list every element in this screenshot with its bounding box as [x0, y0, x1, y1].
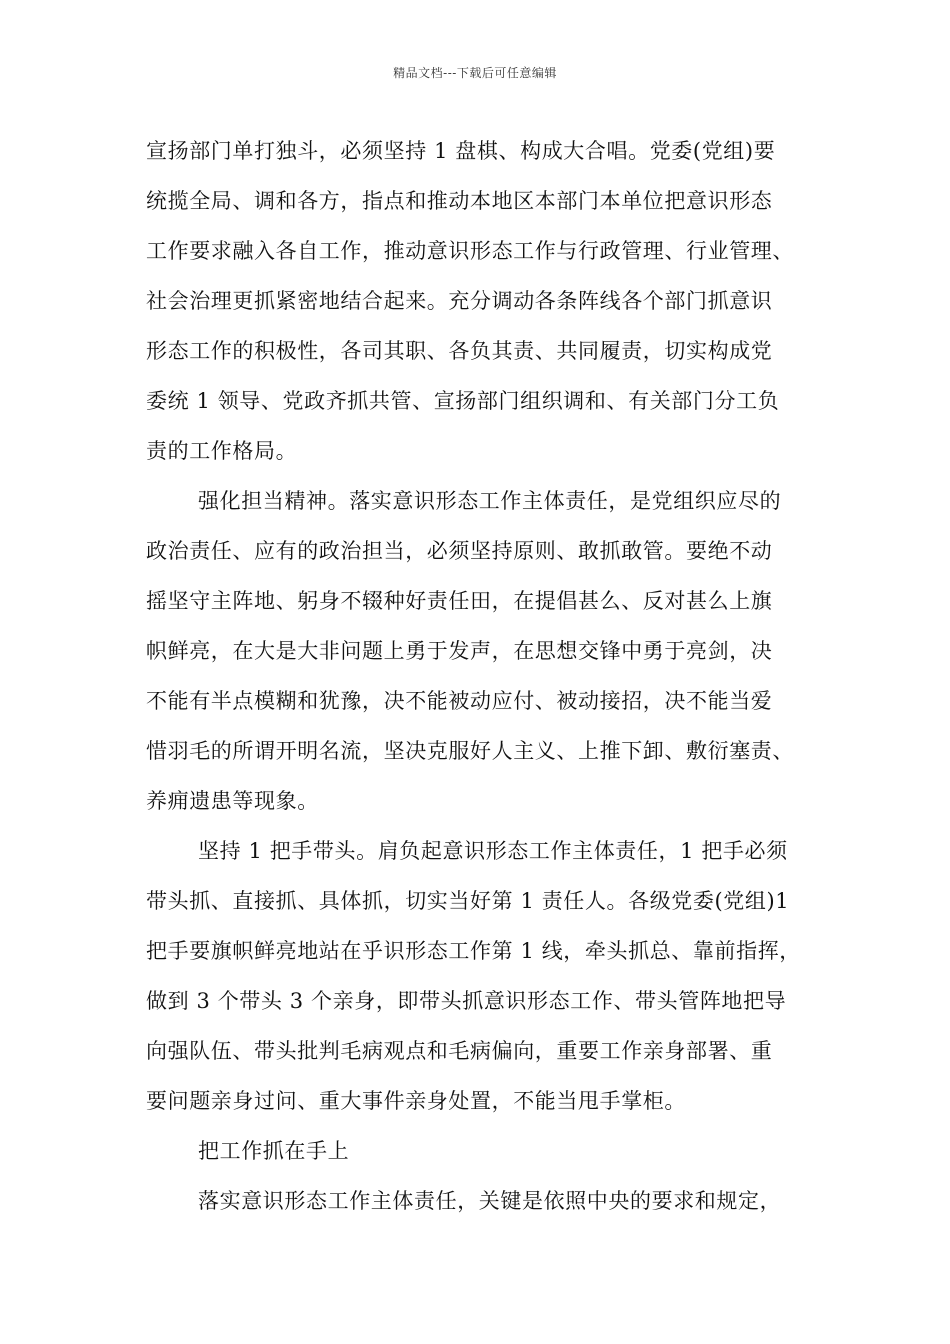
text-line: 政治责任、应有的政治担当，必须坚持原则、敢抓敢管。要绝不动 [146, 539, 773, 563]
paragraph [146, 130, 836, 480]
text-line: 帜鲜亮，在大是大非问题上勇于发声，在思想交锋中勇于亮剑，决 [146, 639, 773, 663]
section-heading-text: 把工作抓在手上 [198, 1139, 350, 1163]
section-heading [146, 1130, 836, 1180]
text-line: 带头抓、直接抓、具体抓，切实当好第 1 责任人。各级党委(党组)1 [146, 889, 790, 913]
text-line: 要问题亲身过问、重大事件亲身处置，不能当甩手掌柜。 [146, 1089, 686, 1113]
document-body [146, 130, 836, 1230]
text-line: 惜羽毛的所谓开明名流，坚决克服好人主义、上推下卸、敷衍塞责、 [146, 739, 794, 763]
text-line: 社会治理更抓紧密地结合起来。充分调动各条阵线各个部门抓意识 [146, 289, 773, 313]
text-line: 落实意识形态工作主体责任，关键是依照中央的要求和规定， [198, 1189, 782, 1213]
text-line: 统揽全局、调和各方，指点和推动本地区本部门本单位把意识形态 [146, 189, 773, 213]
text-line: 养痈遗患等现象。 [146, 789, 319, 813]
text-line: 把手要旗帜鲜亮地站在乎识形态工作第 1 线，牵头抓总、靠前指挥， [146, 939, 801, 963]
paragraph [146, 1180, 836, 1230]
text-line: 委统 1 领导、党政齐抓共管、宣扬部门组织调和、有关部门分工负 [146, 389, 780, 413]
paragraph [146, 830, 836, 1130]
text-line: 强化担当精神。落实意识形态工作主体责任，是党组织应尽的 [198, 489, 782, 513]
text-line: 责的工作格局。 [146, 439, 298, 463]
text-line: 坚持 1 把手带头。肩负起意识形态工作主体责任，1 把手必须 [198, 839, 788, 863]
text-line: 做到 3 个带头 3 个亲身，即带头抓意识形态工作、带头管阵地把导 [146, 989, 787, 1013]
text-line: 摇坚守主阵地、躬身不辍种好责任田，在提倡甚么、反对甚么上旗 [146, 589, 773, 613]
text-line: 向强队伍、带头批判毛病观点和毛病偏向，重要工作亲身部署、重 [146, 1039, 773, 1063]
text-line: 宣扬部门单打独斗，必须坚持 1 盘棋、构成大合唱。党委(党组)要 [146, 139, 776, 163]
page-header: 精品文档---下载后可任意编辑 [393, 66, 557, 80]
paragraph [146, 480, 836, 830]
text-line: 不能有半点模糊和犹豫，决不能被动应付、被动接招，决不能当爱 [146, 689, 773, 713]
text-line: 工作要求融入各自工作，推动意识形态工作与行政管理、行业管理、 [146, 239, 794, 263]
text-line: 形态工作的积极性，各司其职、各负其责、共同履责，切实构成党 [146, 339, 773, 363]
